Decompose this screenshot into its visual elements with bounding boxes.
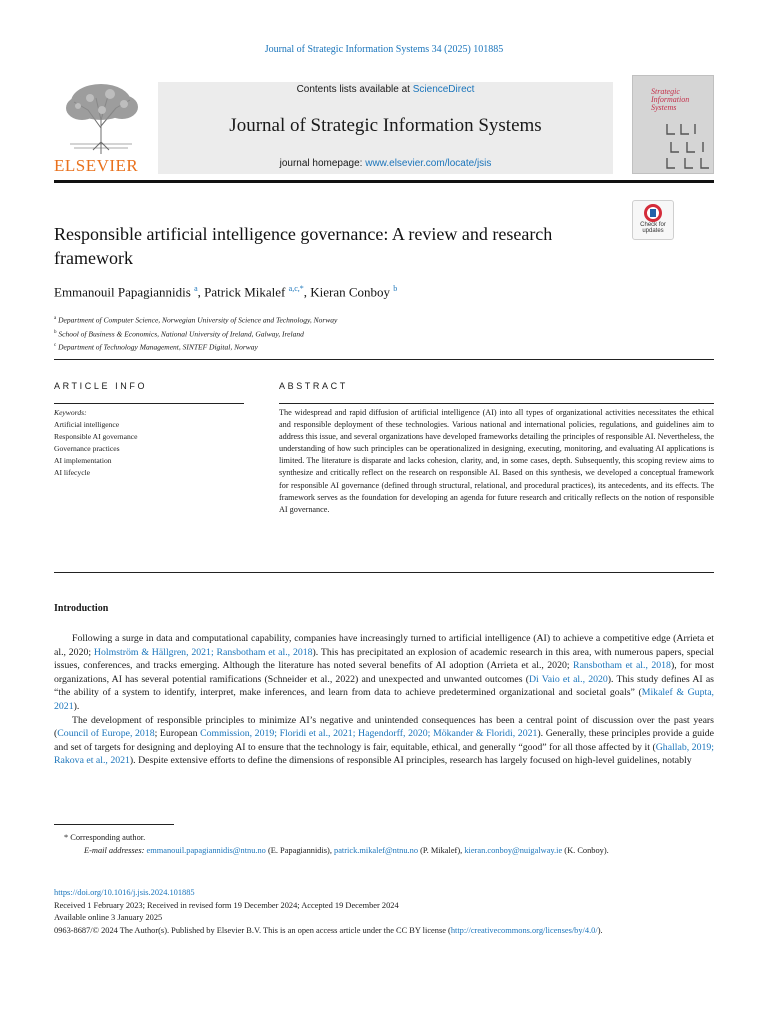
citation-link[interactable]: Council of Europe, 2018 bbox=[57, 728, 155, 740]
keywords-block bbox=[54, 407, 244, 479]
paragraph-text: The development of responsible principles to minimize AI’s negative and unintended consequences has been a central point of discussion over the past years ( bbox=[54, 714, 714, 740]
check-updates-label: Check for updates bbox=[640, 222, 666, 234]
citation-link[interactable]: Ransbotham et al., 2018 bbox=[573, 660, 671, 672]
keywords-label: Keywords: bbox=[54, 408, 87, 417]
journal-title: Journal of Strategic Information Systems bbox=[229, 115, 542, 136]
sciencedirect-link[interactable]: ScienceDirect bbox=[412, 84, 475, 95]
keyword: AI lifecycle bbox=[54, 468, 91, 477]
author-affil-marker[interactable]: a bbox=[194, 284, 198, 293]
received-dates: Received 1 February 2023; Received in revised form 19 December 2024; Accepted 19 December 2024 bbox=[54, 900, 399, 910]
check-updates-icon bbox=[644, 204, 662, 222]
keyword: Responsible AI governance bbox=[54, 432, 138, 441]
email-link[interactable]: patrick.mikalef@ntnu.no bbox=[334, 845, 419, 855]
author-affil-marker[interactable]: a,c,* bbox=[288, 284, 304, 293]
introduction-heading: Introduction bbox=[54, 603, 109, 614]
affiliation bbox=[54, 313, 337, 327]
keyword: Artificial intelligence bbox=[54, 420, 120, 429]
corresponding-author-note: * Corresponding author. bbox=[64, 833, 146, 842]
article-title: Responsible artificial intelligence governance: A review and research framework bbox=[54, 224, 553, 268]
keyword: Governance practices bbox=[54, 444, 120, 453]
abstract-text: The widespread and rapid diffusion of artificial intelligence (AI) into all types of organizational activities necessitates the ethical and responsible deployment of these technologies. Various national and international policies, regulations, and guidelines aim to address this issue, and several organizations have developed frameworks detailing the principles of responsible AI. Nevertheless, the understanding of how such principles can be operationalized in designing, executing, monitoring, and evaluating AI applications is limited. The literature is disparate and lacks cohesion, clarity, and, in some cases, depth. Subsequently, this scoping review aims to synthesize and critically reflect on the research on responsible AI. Based on this synthesis, we developed a conceptual framework for responsible AI governance (defined through structural, relational, and procedural practices), its antecedents, and its effects. The framework serves as the foundation for developing an agenda for future research and critically reflects on the notion of responsible AI governance. bbox=[279, 408, 714, 514]
elsevier-tree-icon bbox=[60, 80, 142, 154]
introduction-paragraph bbox=[54, 714, 714, 768]
email-link[interactable]: emmanouil.papagiannidis@ntnu.no bbox=[146, 845, 266, 855]
footnote-divider bbox=[54, 824, 174, 825]
affiliation bbox=[54, 340, 337, 354]
article-info-divider bbox=[54, 403, 244, 404]
elsevier-logo[interactable] bbox=[54, 80, 154, 176]
contents-prefix: Contents lists available at bbox=[296, 84, 413, 95]
cover-graphic-icon bbox=[663, 120, 711, 172]
affiliation bbox=[54, 327, 337, 341]
author-name[interactable]: Emmanouil Papagiannidis bbox=[54, 284, 191, 300]
check-for-updates-button[interactable] bbox=[632, 200, 674, 240]
citation-link[interactable]: Di Vaio et al., 2020 bbox=[528, 673, 608, 685]
header-divider bbox=[54, 180, 714, 183]
paragraph-text: ). Generally, these principles provide a guide and set of targets for designing and deploying AI to ensure that the technology is fair, equitable, ethical, and generally “good” for all those affected by it ( bbox=[54, 728, 714, 753]
paragraph-text: ). This has precipitated an explosion of academic research in this area, with numerous papers, special issues, conferences, and tracks emerging. Although the literature has noted several benefits of AI adoption (Arrieta et al., 2020; bbox=[54, 646, 714, 672]
journal-banner bbox=[158, 82, 613, 174]
paragraph-text: ). bbox=[73, 700, 80, 712]
license-link[interactable]: http://creativecommons.org/licenses/by/4.0/ bbox=[450, 925, 598, 935]
keyword: AI implementation bbox=[54, 456, 112, 465]
affiliation-marker: c bbox=[54, 343, 57, 348]
citation-link[interactable]: Commission, 2019; Floridi et al., 2021; Hagendorff, 2020; Mökander & Floridi, 2021 bbox=[200, 728, 538, 740]
paragraph-text: Following a surge in data and computational capability, companies have increasingly turned to artificial intelligence (AI) to achieve a competitive edge (Arrieta et al., 2020; bbox=[54, 633, 714, 658]
license-note bbox=[54, 925, 714, 938]
journal-homepage-link[interactable]: www.elsevier.com/locate/jsis bbox=[365, 158, 492, 169]
email-addresses bbox=[54, 845, 714, 858]
email-owner: (K. Conboy). bbox=[562, 845, 609, 855]
affiliation-marker: b bbox=[54, 329, 57, 335]
author-name[interactable]: Kieran Conboy bbox=[310, 284, 391, 300]
journal-header bbox=[54, 80, 714, 176]
affiliations bbox=[54, 313, 337, 354]
introduction-body bbox=[54, 632, 714, 768]
author-name[interactable]: Patrick Mikalef bbox=[204, 284, 286, 300]
abstract-heading: ABSTRACT bbox=[279, 381, 348, 391]
paragraph-text: ; European bbox=[154, 728, 201, 740]
affiliation-text: Department of Technology Management, SINTEF Digital, Norway bbox=[58, 342, 258, 352]
email-owner: (P. Mikalef), bbox=[418, 845, 465, 855]
cover-title: Strategic Information Systems bbox=[651, 87, 690, 112]
email-link[interactable]: kieran.conboy@nuigalway.ie bbox=[464, 845, 563, 855]
author-affil-marker[interactable]: b bbox=[393, 284, 398, 293]
email-label: E-mail addresses: bbox=[84, 845, 145, 855]
paragraph-text: ). Despite extensive efforts to define the dimensions of responsible AI principles, research has largely focused on high-level guidelines, notably bbox=[129, 755, 692, 767]
section-divider bbox=[54, 359, 714, 360]
homepage-line bbox=[158, 158, 613, 169]
license-text: 0963-8687/© 2024 The Author(s). Published by Elsevier B.V. This is an open access article under the CC BY license ( bbox=[54, 925, 451, 935]
article-info-heading: ARTICLE INFO bbox=[54, 381, 148, 391]
abstract-bottom-divider bbox=[54, 572, 714, 573]
author-list: Emmanouil Papagiannidis $^a$, Patrick Mikalef $^{a,c,*}$, Kieran Conboy $^b$ bbox=[54, 284, 398, 300]
footnotes bbox=[54, 832, 714, 857]
email-owner: (E. Papagiannidis), bbox=[265, 845, 335, 855]
license-text: ). bbox=[597, 925, 603, 935]
homepage-prefix: journal homepage: bbox=[279, 158, 366, 169]
publication-info bbox=[54, 887, 714, 937]
journal-cover-thumbnail[interactable] bbox=[632, 75, 714, 174]
citation-link[interactable]: Mikalef & Gupta, 2021 bbox=[54, 687, 714, 712]
affiliation-marker: a bbox=[54, 316, 57, 321]
citation-link[interactable]: Holmström & Hällgren, 2021; Ransbotham et al., 2018 bbox=[93, 646, 313, 658]
paragraph-text: ). This study defines AI as “the ability of a system to identify, interpret, make inferences, and learn from data to achieve predetermined organizational and societal goals” ( bbox=[54, 673, 714, 699]
abstract-divider bbox=[279, 403, 714, 404]
affiliation-text: School of Business & Economics, National University of Ireland, Galway, Ireland bbox=[58, 329, 304, 338]
available-online: Available online 3 January 2025 bbox=[54, 913, 163, 923]
paragraph-text: ), for most organizations, AI has several potential ramifications (Schneider et al., 2022) and unexpected and unwanted outcomes ( bbox=[54, 660, 714, 685]
doi-link[interactable]: https://doi.org/10.1016/j.jsis.2024.101885 bbox=[54, 888, 195, 897]
citation-link[interactable]: Ghallab, 2019; Rakova et al., 2021 bbox=[54, 741, 714, 767]
affiliation-text: Department of Computer Science, Norwegian University of Science and Technology, Norway bbox=[58, 315, 338, 325]
journal-citation[interactable]: Journal of Strategic Information Systems 34 (2025) 101885 bbox=[264, 44, 504, 55]
contents-line bbox=[158, 84, 613, 95]
publisher-wordmark: ELSEVIER bbox=[54, 156, 139, 175]
introduction-paragraph bbox=[54, 632, 714, 714]
